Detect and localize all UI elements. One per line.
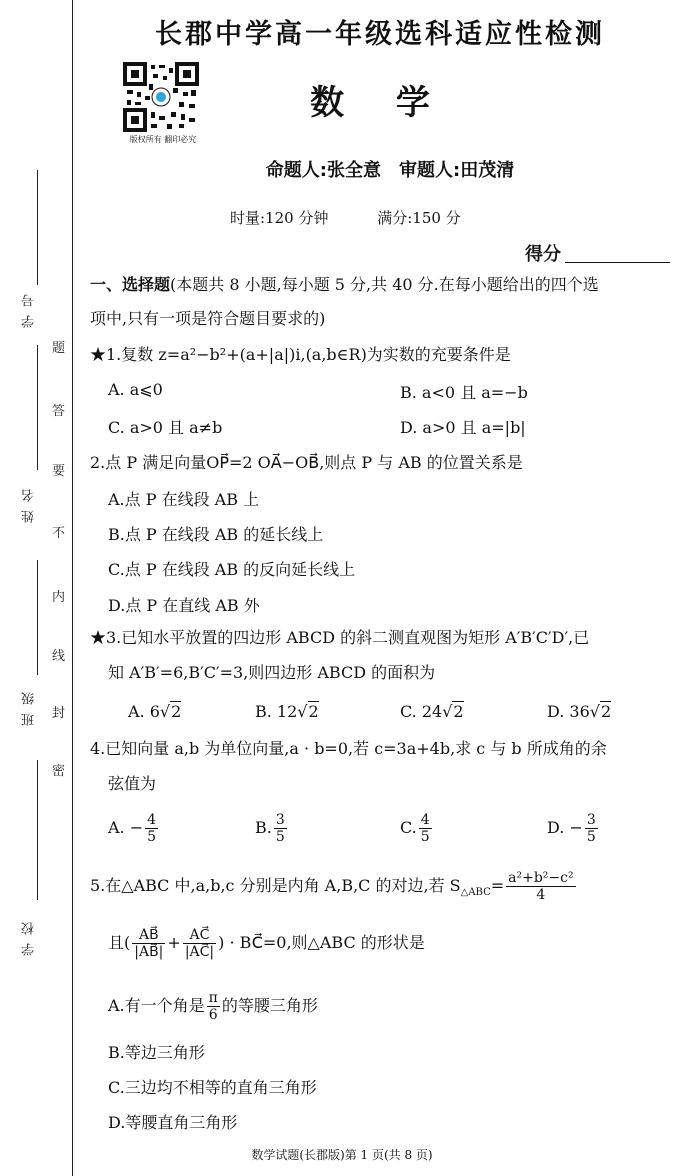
page-footer: 数学试题(长郡版)第 1 页(共 8 页) <box>251 1148 433 1162</box>
exam-title: 长郡中学高一年级选科适应性检测 <box>155 19 605 50</box>
q5-cond-pre: 且( <box>108 933 131 952</box>
time-limit: 时量:120 分钟 <box>230 209 329 227</box>
full-score: 满分:150 分 <box>377 209 461 227</box>
q2-option-b[interactable]: B.点 P 在线段 AB 的延长线上 <box>108 525 324 544</box>
sqrt-icon: √ <box>589 702 600 721</box>
denominator: 5 <box>420 829 430 845</box>
qr-caption: 版权所有 翻印必究 <box>129 135 197 144</box>
radicand: 2 <box>308 702 319 721</box>
q3-option-a[interactable] <box>128 702 181 721</box>
name-field[interactable] <box>37 345 38 470</box>
q5-option-b[interactable]: B.等边三角形 <box>108 1043 205 1062</box>
q3-option-d[interactable] <box>547 702 611 721</box>
numerator: 3 <box>586 812 596 828</box>
question-4-stem: 4.已知向量 a,b 为单位向量,a · b=0,若 c=3a+4b,求 c 与 b 所成角的余 <box>90 739 607 758</box>
fraction <box>145 812 158 845</box>
numerator: AC⃗ <box>183 927 216 944</box>
q3-option-c-label: C. 24 <box>400 702 443 721</box>
q2-option-c[interactable]: C.点 P 在线段 AB 的反向延长线上 <box>108 560 356 579</box>
section-desc-2: 项中,只有一项是符合题目要求的) <box>90 309 326 328</box>
section-title: 一、选择题 <box>90 275 171 294</box>
q3-option-d-label: D. 36 <box>547 702 590 721</box>
school-label: 学 校 <box>22 920 37 957</box>
seal-char: 题 <box>52 341 66 356</box>
student-no-field[interactable] <box>37 170 38 285</box>
q5-option-a[interactable] <box>108 990 318 1023</box>
q2-option-d[interactable]: D.点 P 在直线 AB 外 <box>108 596 260 615</box>
denominator: 4 <box>536 887 546 903</box>
q5-option-a-post: 的等腰三角形 <box>221 996 318 1015</box>
q4-option-c[interactable] <box>400 812 434 845</box>
fraction <box>183 927 216 960</box>
plus-sign: + <box>167 933 181 952</box>
authors-line: 命题人:张全意 审题人:田茂清 <box>265 160 515 181</box>
sqrt-icon: √ <box>297 702 308 721</box>
q3-option-b[interactable] <box>255 702 319 721</box>
question-4-stem-2: 弦值为 <box>108 774 157 793</box>
q4-option-d-label: D. − <box>547 818 583 837</box>
radicand: 2 <box>453 702 464 721</box>
q4-option-b[interactable] <box>255 812 289 845</box>
section-desc: (本题共 8 小题,每小题 5 分,共 40 分.在每小题给出的四个选 <box>170 275 599 294</box>
q4-option-b-label: B. <box>255 818 272 837</box>
q3-option-a-label: A. 6 <box>128 702 160 721</box>
denominator: 5 <box>147 829 157 845</box>
denominator: 6 <box>208 1007 218 1023</box>
seal-char: 不 <box>52 526 66 541</box>
name-label: 姓 名 <box>22 487 37 524</box>
q5-option-d[interactable]: D.等腰直角三角形 <box>108 1113 238 1132</box>
q1-option-b[interactable]: B. a<0 且 a=−b <box>400 383 528 402</box>
class-field[interactable] <box>37 560 38 675</box>
score-label: 得分 <box>525 244 561 265</box>
seal-char: 要 <box>52 464 66 479</box>
school-field[interactable] <box>37 760 38 900</box>
binding-line <box>72 0 73 1176</box>
question-2-stem: 2.点 P 满足向量OP⃗=2 OA⃗−OB⃗,则点 P 与 AB 的位置关系是 <box>90 453 523 472</box>
seal-char: 答 <box>52 404 66 419</box>
question-5-condition <box>108 927 425 960</box>
question-5-stem <box>90 870 578 904</box>
q5-cond-post: ) · BC⃗=0,则△ABC 的形状是 <box>218 933 425 952</box>
numerator: 3 <box>275 812 285 828</box>
fraction <box>419 812 432 845</box>
subject-title: 数 学 <box>310 83 450 123</box>
q3-option-b-label: B. 12 <box>255 702 298 721</box>
q5-option-c[interactable]: C.三边均不相等的直角三角形 <box>108 1078 317 1097</box>
fraction <box>274 812 287 845</box>
fraction <box>207 990 220 1023</box>
denominator: 5 <box>275 829 285 845</box>
sqrt-icon: √ <box>442 702 453 721</box>
q3-option-c[interactable] <box>400 702 464 721</box>
q4-option-c-label: C. <box>400 818 417 837</box>
q5-area-subscript: △ABC <box>460 887 491 899</box>
question-3-stem: ★3.已知水平放置的四边形 ABCD 的斜二测直观图为矩形 A′B′C′D′,已 <box>90 628 590 647</box>
fraction <box>506 870 575 903</box>
fraction <box>585 812 598 845</box>
score-field[interactable] <box>565 262 670 263</box>
radicand: 2 <box>171 702 182 721</box>
q1-option-c[interactable]: C. a>0 且 a≠b <box>108 418 223 437</box>
numerator: 4 <box>420 812 430 828</box>
q4-option-a[interactable] <box>108 812 160 845</box>
q2-option-a[interactable]: A.点 P 在线段 AB 上 <box>108 490 260 509</box>
numerator: a²+b²−c² <box>508 870 574 886</box>
seal-char: 线 <box>52 649 66 664</box>
q1-option-a[interactable]: A. a⩽0 <box>108 380 163 399</box>
numerator: 4 <box>147 812 157 828</box>
class-label: 班 级 <box>22 690 37 727</box>
q5-option-a-pre: A.有一个角是 <box>108 996 205 1015</box>
qr-code-icon <box>123 62 199 132</box>
denominator: |AC⃗| <box>184 944 215 960</box>
q4-option-a-label: A. − <box>108 818 144 837</box>
student-no-label: 学 号 <box>22 292 37 329</box>
q1-option-d[interactable]: D. a>0 且 a=|b| <box>400 418 526 437</box>
q4-option-d[interactable] <box>547 812 600 845</box>
numerator: π <box>208 990 218 1006</box>
timing-line <box>230 207 530 228</box>
radicand: 2 <box>601 702 612 721</box>
denominator: |AB⃗| <box>134 944 164 960</box>
denominator: 5 <box>586 829 596 845</box>
numerator: AB⃗ <box>132 927 165 944</box>
seal-char: 密 <box>52 764 66 779</box>
q5-equals: = <box>490 876 505 895</box>
seal-char: 内 <box>52 590 66 605</box>
question-1-stem: ★1.复数 z=a²−b²+(a+|a|)i,(a,b∈R)为实数的充要条件是 <box>90 345 511 364</box>
sqrt-icon: √ <box>159 702 171 721</box>
seal-char: 封 <box>52 706 66 721</box>
question-3-stem-2: 知 A′B′=6,B′C′=3,则四边形 ABCD 的面积为 <box>108 663 436 682</box>
section-header <box>90 274 599 296</box>
q5-stem-text: 5.在△ABC 中,a,b,c 分别是内角 A,B,C 的对边,若 S <box>90 876 461 895</box>
fraction <box>132 927 165 960</box>
